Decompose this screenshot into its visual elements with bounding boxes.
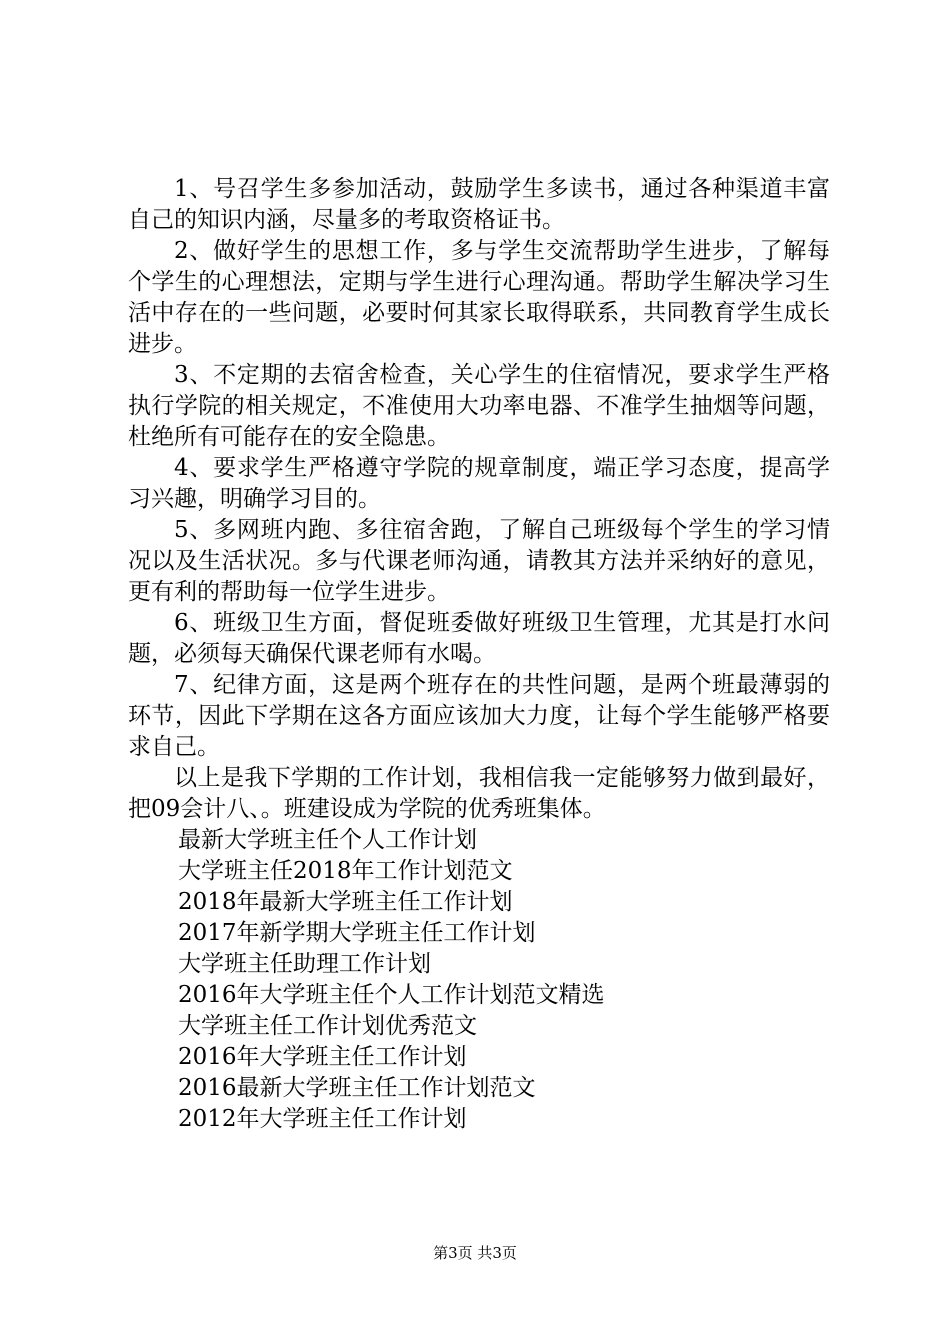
paragraph-conclusion: 以上是我下学期的工作计划，我相信我一定能够努力做到最好，把09会计八、。班建设成为学院的优秀班集体。: [128, 765, 830, 822]
related-link[interactable]: 大学班主任助理工作计划: [178, 951, 431, 977]
related-link[interactable]: 2017年新学期大学班主任工作计划: [178, 920, 536, 946]
paragraph-5: 5、多网班内跑、多往宿舍跑，了解自己班级每个学生的学习情况以及生活状况。多与代课老师沟通，请教其方法并采纳好的意见，更有利的帮助每一位学生进步。: [128, 517, 830, 605]
related-links-list: [128, 825, 830, 1135]
related-link[interactable]: 最新大学班主任个人工作计划: [178, 827, 477, 853]
paragraph-3: 3、不定期的去宿舍检查，关心学生的住宿情况，要求学生严格执行学院的相关规定，不准使用大功率电器、不准学生抽烟等问题，杜绝所有可能存在的安全隐患。: [128, 362, 830, 450]
related-link[interactable]: 2016最新大学班主任工作计划范文: [178, 1075, 536, 1101]
related-link[interactable]: 2016年大学班主任工作计划: [178, 1044, 467, 1070]
related-link[interactable]: 2016年大学班主任个人工作计划范文精选: [178, 982, 605, 1008]
related-link[interactable]: 2018年最新大学班主任工作计划: [178, 889, 513, 915]
paragraph-2: 2、做好学生的思想工作，多与学生交流帮助学生进步，了解每个学生的心理想法，定期与学生进行心理沟通。帮助学生解决学习生活中存在的一些问题，必要时何其家长取得联系，共同教育学生成长进步。: [128, 238, 830, 357]
paragraph-7: 7、纪律方面，这是两个班存在的共性问题，是两个班最薄弱的环节，因此下学期在这各方面应该加大力度，让每个学生能够严格要求自己。: [128, 672, 830, 760]
related-link[interactable]: 大学班主任2018年工作计划范文: [178, 858, 513, 884]
document-body: [128, 174, 830, 1135]
related-link[interactable]: 2012年大学班主任工作计划: [178, 1106, 467, 1132]
paragraph-6: 6、班级卫生方面，督促班委做好班级卫生管理，尤其是打水问题，必须每天确保代课老师有水喝。: [128, 610, 830, 667]
paragraph-1: 1、号召学生多参加活动，鼓励学生多读书，通过各种渠道丰富自己的知识内涵，尽量多的考取资格证书。: [128, 176, 830, 233]
related-link[interactable]: 大学班主任工作计划优秀范文: [178, 1013, 477, 1039]
page-footer: 第3页 共3页: [433, 1244, 517, 1262]
paragraph-4: 4、要求学生严格遵守学院的规章制度，端正学习态度，提高学习兴趣，明确学习目的。: [128, 455, 830, 512]
